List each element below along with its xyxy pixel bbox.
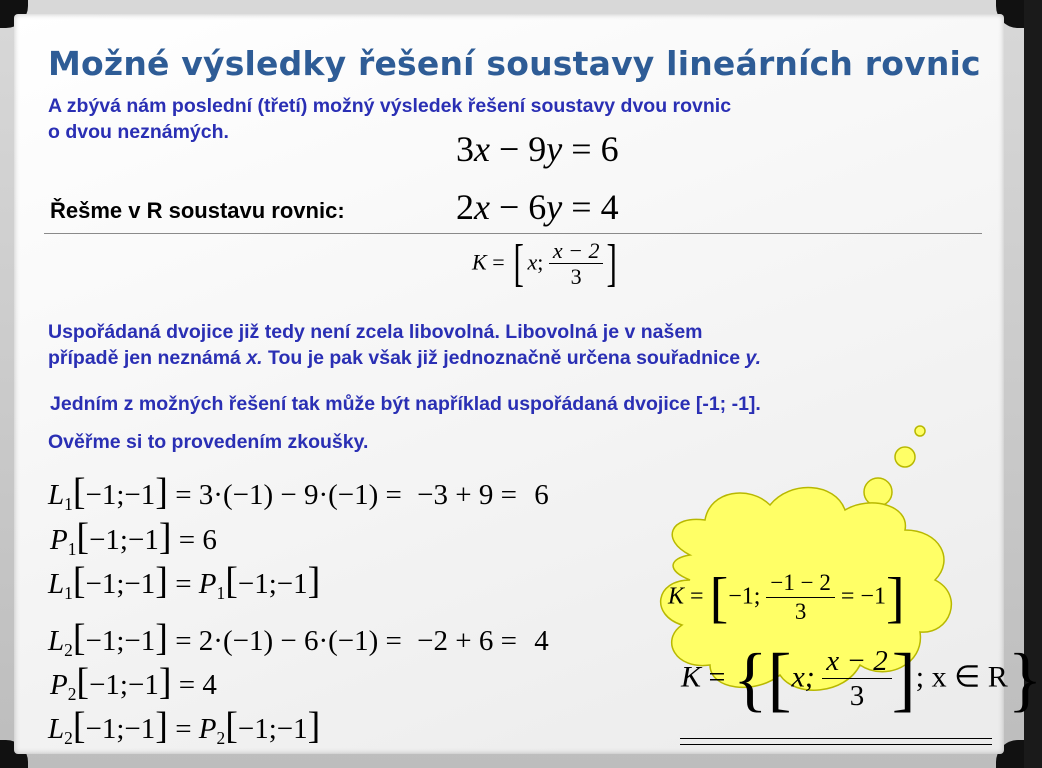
k-fraction bbox=[549, 238, 604, 291]
eq2-rhs: 4 bbox=[600, 187, 619, 227]
check-l2-result: 4 bbox=[534, 625, 549, 657]
verify-text: Ověřme si to provedením zkoušky. bbox=[48, 431, 369, 453]
eq2-coef-x: 2 bbox=[456, 187, 474, 227]
system-eq-2: 2x − 6y = 4 bbox=[456, 187, 619, 227]
eq1-coef-x: 3 bbox=[456, 129, 474, 169]
final-solution-set: K = {[x; $\frac{x - 2}{3}$ ]; x ∈ R} bbox=[681, 639, 1042, 719]
explanation-paragraph bbox=[48, 319, 761, 371]
eq1-rhs: 6 bbox=[600, 129, 619, 169]
k-den: 3 bbox=[570, 264, 582, 290]
eq2-coef-y: 6 bbox=[528, 187, 547, 227]
eq1-coef-y: 9 bbox=[528, 129, 547, 169]
check-l1: $L_1[-1;-1] = 3\cdot(-1) - 9\cdot(-1) = -3 + 9 = 6$ bbox=[48, 471, 549, 515]
intro-line-2: o dvou neznámých. bbox=[48, 121, 229, 143]
solution-set-k: K = [ x; $\frac{x - 2}{3}$ ] bbox=[472, 235, 618, 293]
final-answer-underline bbox=[680, 738, 992, 745]
check-p2: $P_2[-1;-1] = 4$ bbox=[50, 661, 217, 705]
divider-line bbox=[44, 233, 982, 234]
intro-text bbox=[48, 93, 731, 145]
k-x: x bbox=[527, 249, 538, 275]
check-equal-1: $L_1[-1;-1]$ = $P_1[-1;-1]$ bbox=[48, 560, 321, 604]
para1-line-2: případě jen neznámá x. Tou je pak však již jednoznačně určena souřadnice y. bbox=[48, 347, 762, 369]
para1-line-1: Uspořádaná dvojice již tedy není zcela libovolná. Libovolná je v našem bbox=[48, 321, 703, 343]
check-l1-result: 6 bbox=[534, 479, 549, 511]
check-p1: $P_1[-1;-1] = 6$ bbox=[50, 516, 217, 560]
example-solution-text: Jedním z možných řešení tak může být například uspořádaná dvojice [-1; -1]. bbox=[50, 393, 761, 415]
check-equal-2: $L_2[-1;-1]$ = $P_2[-1;-1]$ bbox=[48, 705, 321, 749]
solve-label: Řešme v R soustavu rovnic: bbox=[50, 198, 345, 223]
check-l2: $L_2[-1;-1] = 2\cdot(-1) - 6\cdot(-1) = -2 + 6 = 4$ bbox=[48, 617, 549, 661]
intro-line-1: A zbývá nám poslední (třetí) možný výsledek řešení soustavy dvou rovnic bbox=[48, 95, 732, 117]
k-symbol: K bbox=[472, 249, 487, 275]
slide-title: Možné výsledky řešení soustavy lineárních rovnic bbox=[48, 44, 981, 83]
k-num: x − 2 bbox=[552, 238, 600, 263]
cloud-expression: K = [−1; $\frac{-1 - 2}{3}$ = −1] bbox=[668, 567, 905, 629]
system-eq-1: 3x − 9y = 6 bbox=[456, 129, 619, 169]
